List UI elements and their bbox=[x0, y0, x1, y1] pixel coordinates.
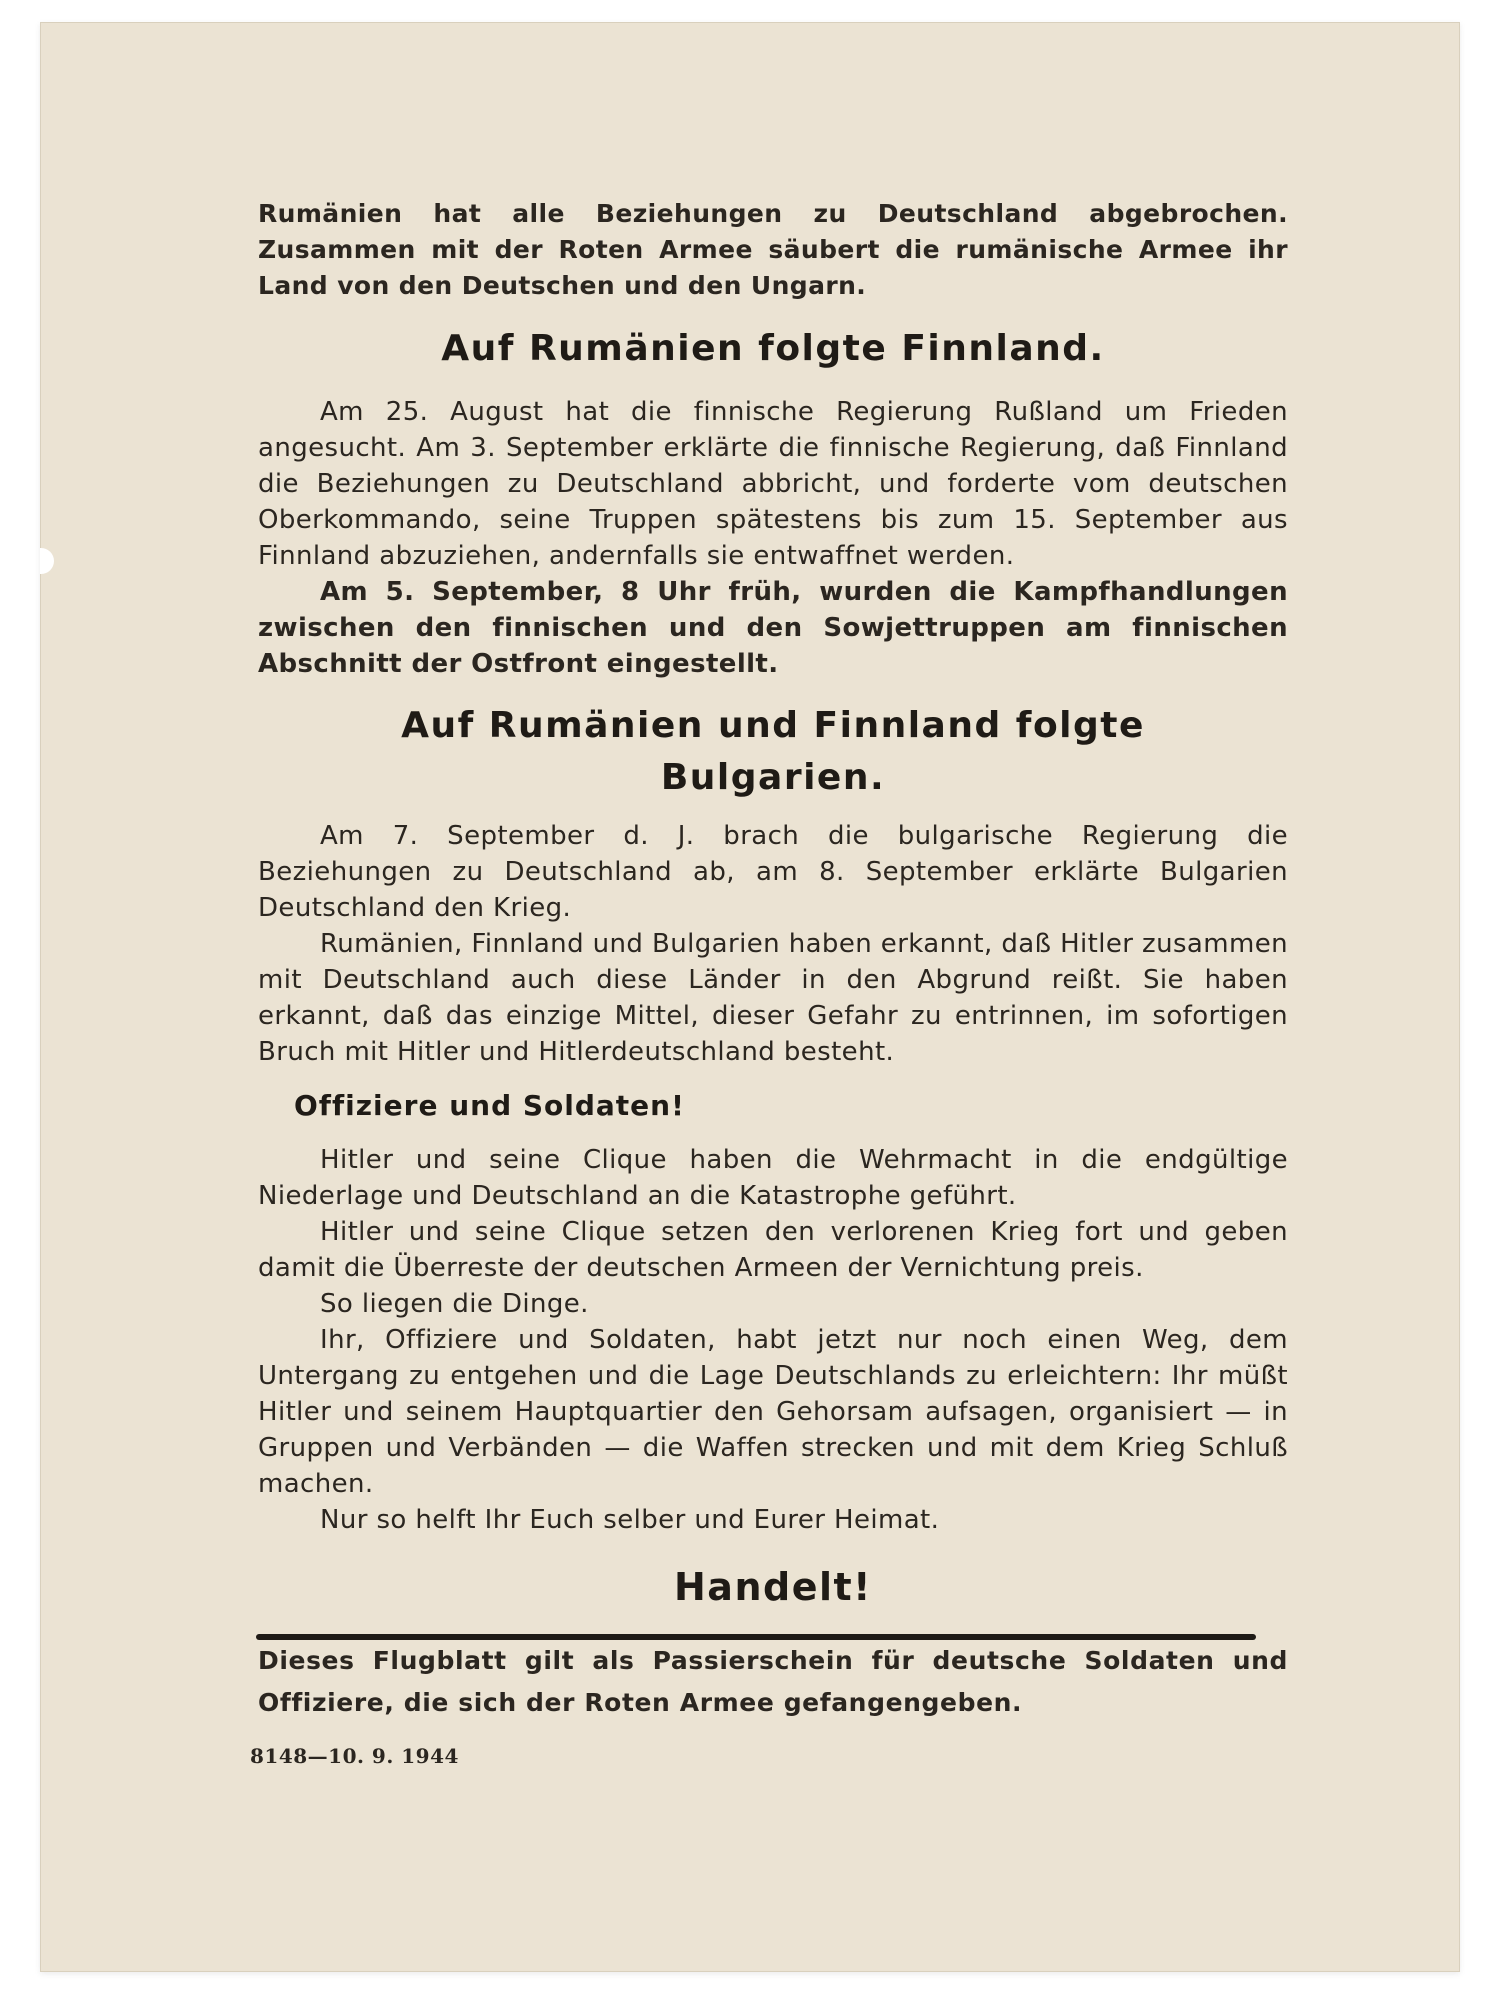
heading-offiziere: Offiziere und Soldaten! bbox=[294, 1089, 685, 1122]
offiziere-paragraph-1: Hitler und seine Clique haben die Wehrmacht in die endgültige Niederlage und Deutschland an die Katastrophe geführt. bbox=[258, 1145, 1288, 1211]
heading-handelt: Handelt! bbox=[674, 1565, 872, 1609]
bulgarien-paragraph-1: Am 7. September d. J. brach die bulgarische Regierung die Beziehungen zu Deutschland ab, am 8. September erklärte Bulgarien Deutschland den Krieg. bbox=[258, 821, 1288, 923]
finnland-paragraph-1: Am 25. August hat die finnische Regierung Rußland um Frieden angesucht. Am 3. September erklärte die finnische Regierung, daß Finnland die Beziehungen zu Deutschland abbricht, und forderte vom deutschen Oberkommando, seine Truppen spätestens bis zum 15. September aus Finnland abzuziehen, andernfalls sie entwaffnet werden. bbox=[258, 397, 1288, 571]
bulgarien-paragraph-2: Rumänien, Finnland und Bulgarien haben erkannt, daß Hitler zusammen mit Deutschland auch diese Länder in den Abgrund reißt. Sie haben erkannt, daß das einzige Mittel, dieser Gefahr zu entrinnen, im sofortigen Bruch mit Hitler und Hitlerdeutschland besteht. bbox=[258, 929, 1288, 1067]
passierschein-note: Dieses Flugblatt gilt als Passierschein für deutsche Soldaten und Offiziere, die sich der Roten Armee gefangengeben. bbox=[258, 1646, 1288, 1717]
offiziere-paragraph-4: Ihr, Offiziere und Soldaten, habt jetzt nur noch einen Weg, dem Untergang zu entgehen und die Lage Deutschlands zu erleichtern: Ihr müßt Hitler und seinem Hauptquartier den Gehorsam aufsagen, organisiert — in Gruppen und Verbänden — die Waffen strecken und mit dem Krieg Schluß machen. bbox=[258, 1325, 1288, 1499]
offiziere-paragraph-5: Nur so helft Ihr Euch selber und Eurer Heimat. bbox=[320, 1505, 940, 1535]
intro-paragraph: Rumänien hat alle Beziehungen zu Deutschland abgebrochen. Zusammen mit der Roten Armee säubert die rumänische Armee ihr Land von den Deutschen und den Ungarn. bbox=[258, 199, 1288, 300]
heading-finnland: Auf Rumänien folgte Finnland. bbox=[441, 328, 1105, 369]
print-imprint: 8148—10. 9. 1944 bbox=[250, 1744, 459, 1768]
offiziere-paragraph-3: So liegen die Dinge. bbox=[320, 1289, 589, 1319]
heading-bulgarien: Auf Rumänien und Finnland folgte Bulgarien. bbox=[401, 705, 1145, 798]
offiziere-paragraph-2: Hitler und seine Clique setzen den verlorenen Krieg fort und geben damit die Überreste der deutschen Armeen der Vernichtung preis. bbox=[258, 1217, 1288, 1283]
finnland-paragraph-2: Am 5. September, 8 Uhr früh, wurden die Kampfhandlungen zwischen den finnischen und den Sowjettruppen am finnischen Abschnitt der Ostfront eingestellt. bbox=[258, 577, 1288, 679]
leaflet-content bbox=[250, 196, 1288, 1774]
